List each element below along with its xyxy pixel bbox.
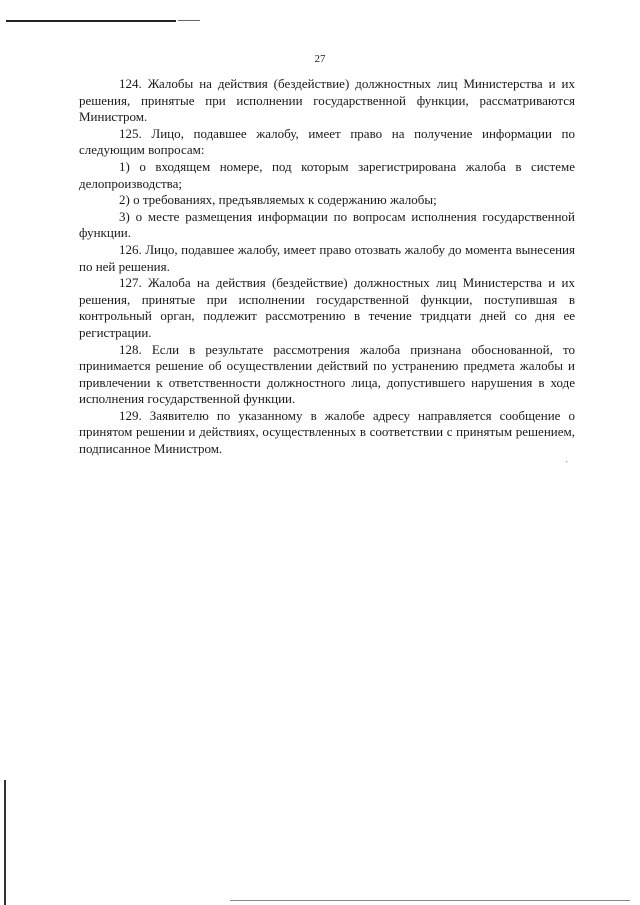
- scan-artifact-bottom-line: [230, 900, 630, 901]
- scan-artifact-top-line-thin: [178, 20, 200, 21]
- page-number: 27: [314, 53, 326, 65]
- scan-artifact-left-edge: [4, 780, 6, 905]
- paragraph-129: 129. Заявителю по указанному в жалобе адресу направляется сообщение о принятом решении и действиях, осуществленных в соответствии с принятым решением, подписанное Министром.: [79, 407, 575, 457]
- scan-artifact-top-line: [6, 20, 176, 22]
- paragraph-126: 126. Лицо, подавшее жалобу, имеет право отозвать жалобу до момента вынесения по ней решения.: [79, 241, 575, 274]
- paragraph-127: 127. Жалоба на действия (бездействие) должностных лиц Министерства и их решения, принятые при исполнении государственной функции, поступившая в контрольный орган, подлежит рассмотрению в течение тридцати дней со дня ее регистрации.: [79, 275, 575, 340]
- document-body: [79, 76, 575, 458]
- paragraph-125: 125. Лицо, подавшее жалобу, имеет право на получение информации по следующим вопросам:: [79, 125, 575, 158]
- paragraph-128: 128. Если в результате рассмотрения жалоба признана обоснованной, то принимается решение об осуществлении действий по устранению предмета жалобы и привлечении к ответственности должностного лица, допустившего нарушения в ходе исполнения государственной функции.: [79, 341, 575, 407]
- paragraph-124: 124. Жалобы на действия (бездействие) должностных лиц Министерства и их решения, принятые при исполнении государственной функции, рассматриваются Министром.: [79, 76, 575, 125]
- list-item-3: 3) о месте размещения информации по вопросам исполнения государственной функции.: [79, 208, 575, 241]
- list-item-1: 1) о входящем номере, под которым зарегистрирована жалоба в системе делопроизводства;: [79, 158, 575, 191]
- scan-artifact-mark: ˏ: [565, 452, 569, 463]
- list-item-2: 2) о требованиях, предъявляемых к содержанию жалобы;: [119, 192, 437, 208]
